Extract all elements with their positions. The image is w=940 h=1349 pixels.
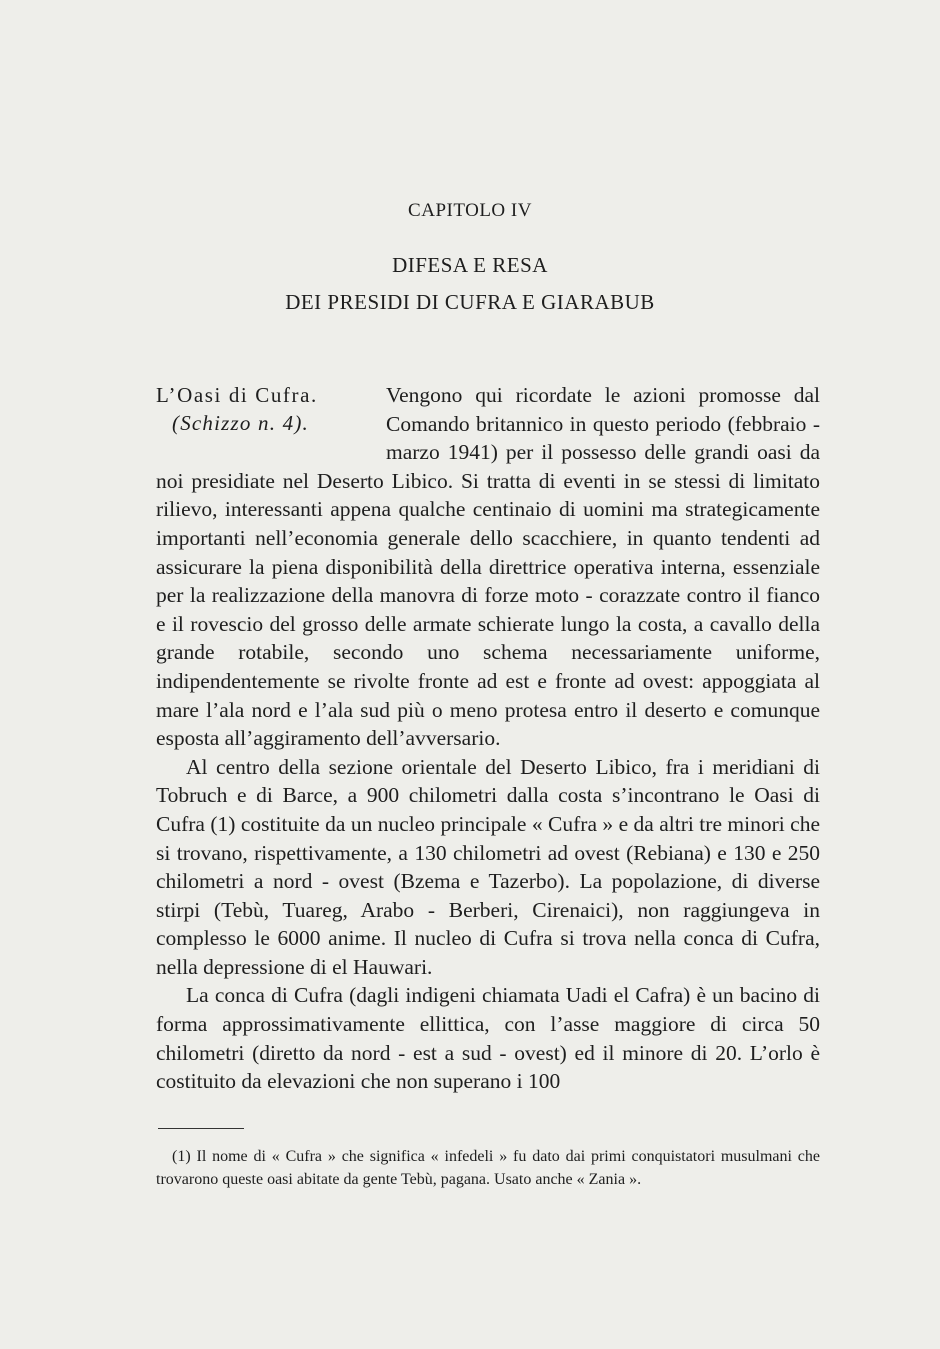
section-subheading: (Schizzo n. 4). bbox=[172, 411, 309, 435]
footnote-divider bbox=[158, 1128, 244, 1129]
paragraph: La conca di Cufra (dagli indigeni chiamata Uadi el Cafra) è un bacino di forma approssimativamente ellittica, con l’asse maggiore di circa 50 chilometri (diretto da nord - est a sud - ovest) ed il minore di 20. L’orlo è costituito da elevazioni che non superano i 100 bbox=[156, 983, 820, 1094]
side-heading-spacer bbox=[156, 381, 386, 466]
footnote bbox=[156, 1145, 820, 1191]
section-heading: L’Oasi di Cufra. bbox=[156, 383, 318, 407]
chapter-title-line-1: DIFESA E RESA bbox=[392, 253, 548, 277]
footnote-text: (1) Il nome di « Cufra » che significa « infedeli » fu dato dai primi conquistatori musulmani che trovarono queste oasi abitate da gente Tebù, pagana. Usato anche « Zania ». bbox=[156, 1148, 820, 1188]
paragraph: Vengono qui ricordate le azioni promosse dal Comando britannico in questo periodo (febbraio - marzo 1941) per il possesso delle grandi oasi da noi presidiate nel Deserto Libico. Si tratta di eventi in se stessi di limitato rilievo, interessanti appena qualche centinaio di uomini ma strategicamente importanti nell’economia generale dello scacchiere, in quanto tendenti ad assicurare la piena disponibilità della direttrice operativa interna, essenziale per la realizzazione della manovra di forze moto - corazzate contro il fianco e il rovescio del grosso delle armate schierate lungo la costa, a cavallo della grande rotabile, secondo uno schema necessariamente uniforme, indipendentemente se rivolte fronte ad est e fronte ad ovest: appoggiata al mare l’ala nord e l’ala sud più o meno protesa entro il deserto e comunque esposta all’aggiramento dell’avversario. bbox=[156, 383, 820, 751]
body-text bbox=[156, 381, 820, 1096]
chapter-label: CAPITOLO IV bbox=[408, 200, 532, 221]
paragraph: Al centro della sezione orientale del Deserto Libico, fra i meridiani di Tobruch e di Barce, a 900 chilometri dalla costa s’incontrano le Oasi di Cufra (1) costituite da un nucleo principale « Cufra » e da altri tre minori che si trovano, rispettivamente, a 130 chilometri ad ovest (Rebiana) e 130 e 250 chilometri a nord - ovest (Bzema e Tazerbo). La popolazione, di diverse stirpi (Tebù, Tuareg, Arabo - Berberi, Cirenaici), non raggiungeva in complesso le 6000 anime. Il nucleo di Cufra si trova nella conca di Cufra, nella depressione di el Hauwari. bbox=[156, 754, 820, 979]
chapter-title-line-2: DEI PRESIDI DI CUFRA E GIARABUB bbox=[285, 290, 655, 314]
